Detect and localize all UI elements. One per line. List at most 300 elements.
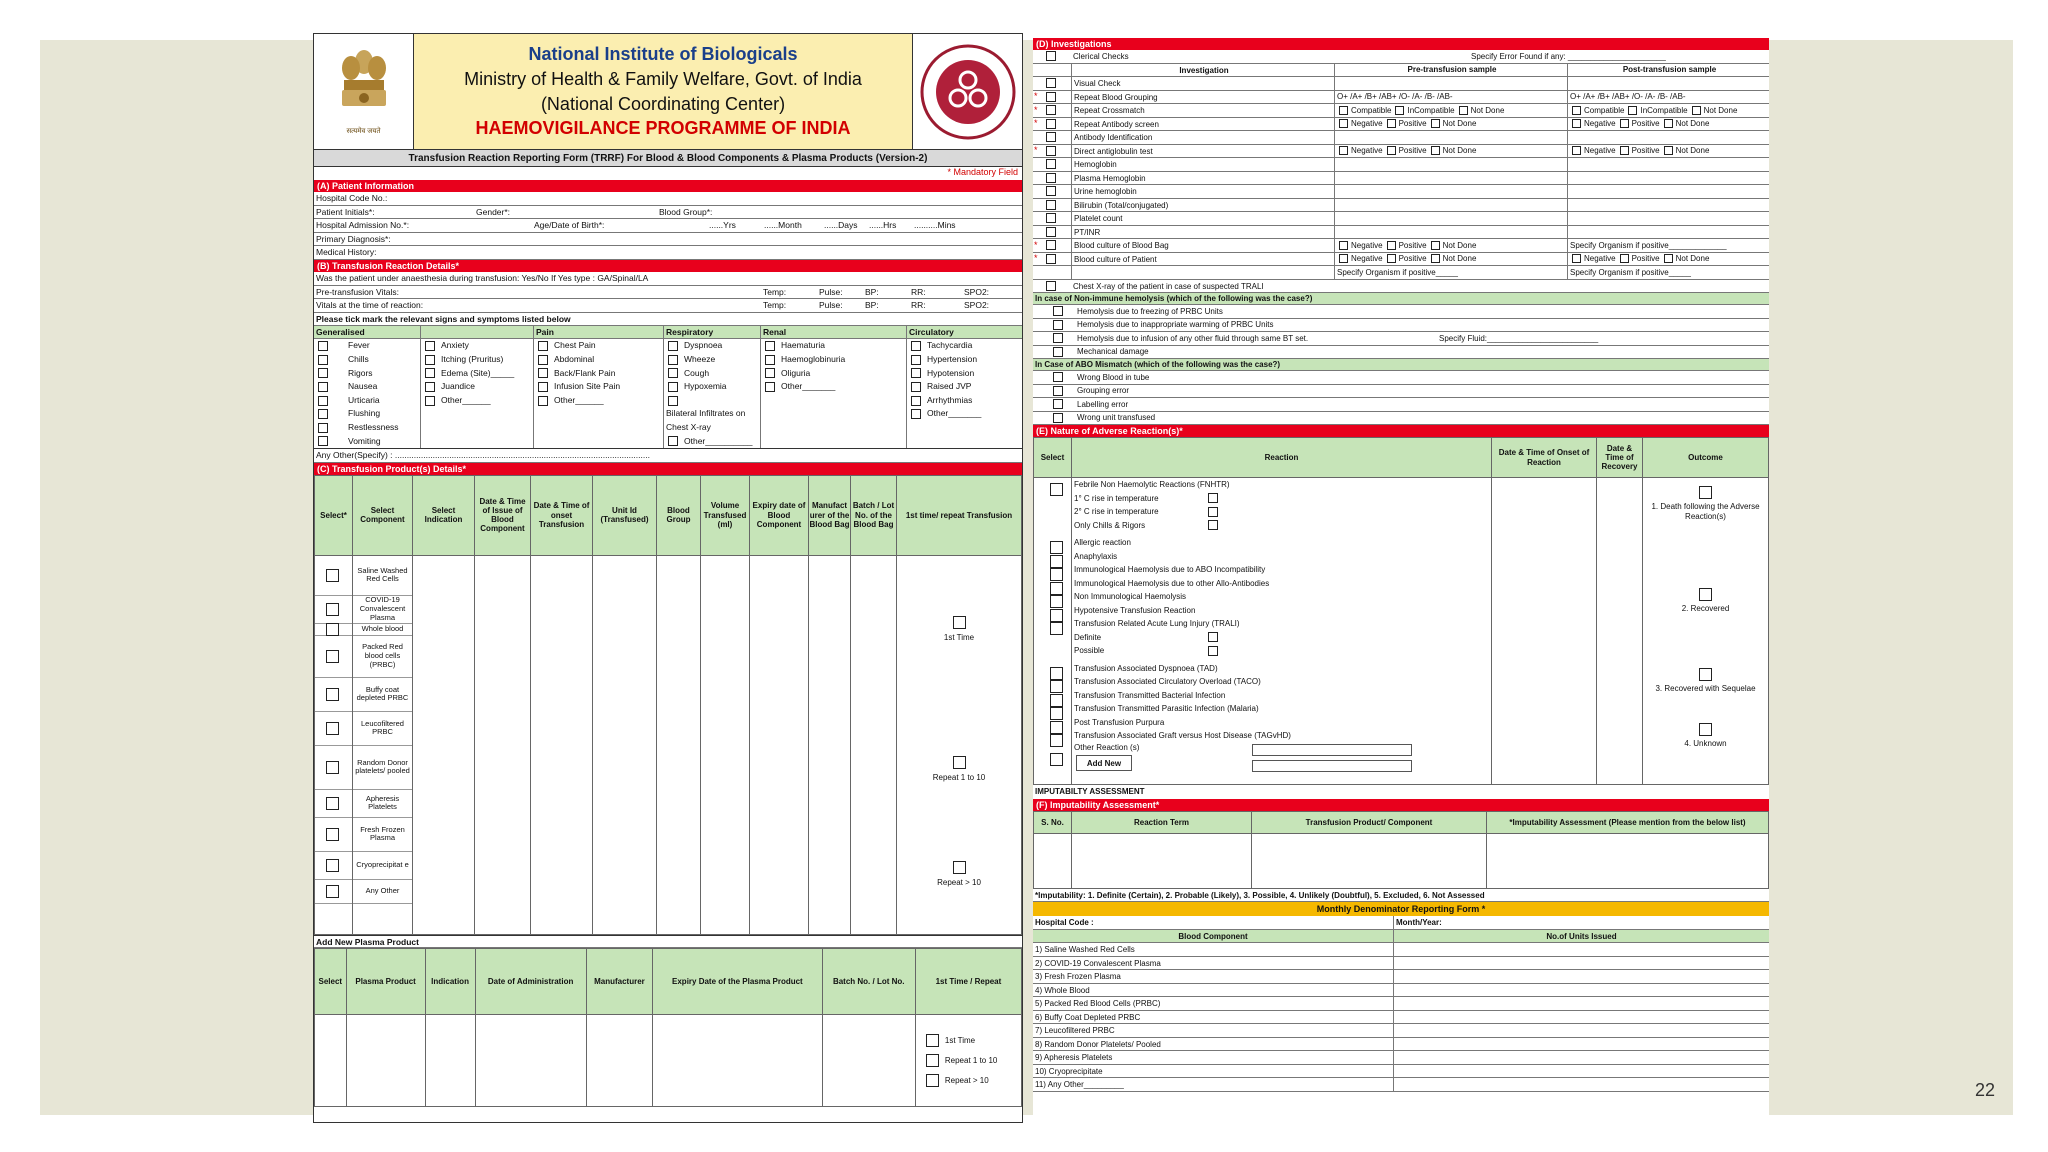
symptom-item[interactable] <box>664 339 760 353</box>
result-checkbox[interactable] <box>1339 254 1348 263</box>
monthly-row[interactable] <box>1033 1065 1769 1079</box>
trali-possible-checkbox[interactable] <box>1208 646 1218 656</box>
symptom-checkbox[interactable] <box>911 396 921 406</box>
result-option[interactable] <box>1429 253 1477 266</box>
symptom-checkbox[interactable] <box>911 382 921 392</box>
monthly-row[interactable] <box>1033 1078 1769 1092</box>
monthly-component: 8) Random Donor Platelets/ Pooled <box>1035 1039 1161 1049</box>
symptom-checkbox[interactable] <box>318 355 328 365</box>
symptom-checkbox[interactable] <box>318 341 328 351</box>
result-option[interactable] <box>1690 104 1738 117</box>
result-checkbox[interactable] <box>1431 146 1440 155</box>
imputability-assessment-cell[interactable] <box>1487 833 1769 888</box>
symptom-item[interactable] <box>761 339 906 353</box>
result-option[interactable] <box>1662 253 1710 266</box>
symptom-item[interactable] <box>314 367 420 381</box>
reaction-select-checkbox[interactable] <box>1050 622 1063 635</box>
anaesthesia-row[interactable] <box>314 272 1022 286</box>
symptom-label: Other_______ <box>927 408 982 419</box>
monthly-units-cell[interactable] <box>1393 1065 1769 1078</box>
symptom-checkbox[interactable] <box>911 341 921 351</box>
result-option[interactable] <box>1429 118 1477 131</box>
medical-history-field[interactable] <box>314 246 1022 260</box>
component-checkbox[interactable] <box>326 859 339 872</box>
symptom-checkbox[interactable] <box>425 382 435 392</box>
symptom-item[interactable] <box>664 394 760 408</box>
monthly-row[interactable] <box>1033 957 1769 971</box>
result-option[interactable] <box>1618 118 1660 131</box>
result-option[interactable] <box>1570 104 1624 117</box>
result-checkbox[interactable] <box>1339 241 1348 250</box>
outcome-option[interactable] <box>1643 723 1768 749</box>
investigation-checkbox[interactable] <box>1046 159 1056 169</box>
monthly-units-cell[interactable] <box>1393 997 1769 1010</box>
result-option[interactable] <box>1429 239 1477 252</box>
investigation-checkbox[interactable] <box>1046 92 1056 102</box>
abo-row[interactable] <box>1033 412 1769 426</box>
pre-pulse: Pulse: <box>819 286 843 297</box>
component-col-header: 1st time/ repeat Transfusion <box>897 475 1022 555</box>
batch-cell[interactable] <box>851 555 897 934</box>
investigation-label: Repeat Antibody screen <box>1074 119 1159 129</box>
investigation-checkbox[interactable] <box>1046 146 1056 156</box>
result-option[interactable] <box>1618 145 1660 158</box>
investigation-checkbox[interactable] <box>1046 173 1056 183</box>
result-label: Negative <box>1584 254 1616 263</box>
symptom-item[interactable] <box>534 339 663 353</box>
clerical-checkbox[interactable] <box>1046 51 1056 61</box>
monthly-row[interactable] <box>1033 1051 1769 1065</box>
result-checkbox[interactable] <box>1664 119 1673 128</box>
reaction-select-checkbox[interactable] <box>1050 721 1063 734</box>
symptom-item[interactable] <box>761 380 906 394</box>
reaction-select-checkbox[interactable] <box>1050 734 1063 747</box>
expiry-cell[interactable] <box>750 555 809 934</box>
investigation-checkbox[interactable] <box>1046 254 1056 264</box>
volume-cell[interactable] <box>701 555 750 934</box>
symptom-checkbox[interactable] <box>668 436 678 446</box>
fnhtr-option-label: 1° C rise in temperature <box>1074 493 1159 503</box>
monthly-component: 6) Buffy Coat Depleted PRBC <box>1035 1012 1141 1022</box>
symptom-checkbox[interactable] <box>538 341 548 351</box>
result-checkbox[interactable] <box>1431 241 1440 250</box>
result-checkbox[interactable] <box>1387 146 1396 155</box>
chest-xray-row[interactable] <box>1033 280 1769 294</box>
symptom-checkbox[interactable] <box>425 396 435 406</box>
non-immune-title: In case of Non-immune hemolysis (which of the following was the case?) <box>1033 293 1769 305</box>
non-immune-checkbox[interactable] <box>1053 333 1063 343</box>
result-checkbox[interactable] <box>1572 254 1581 263</box>
symptom-checkbox[interactable] <box>668 341 678 351</box>
abo-row[interactable] <box>1033 385 1769 399</box>
reaction-select-checkbox[interactable] <box>1050 595 1063 608</box>
reaction-select-checkbox[interactable] <box>1050 680 1063 693</box>
symptom-label: Nausea <box>348 381 378 392</box>
component-col-header: Volume Transfused (ml) <box>701 475 750 555</box>
non-immune-checkbox[interactable] <box>1053 306 1063 316</box>
repeat-option[interactable] <box>897 861 1021 887</box>
non-immune-row[interactable] <box>1033 346 1769 360</box>
symptom-checkbox[interactable] <box>538 382 548 392</box>
outcome-checkbox[interactable] <box>1699 723 1712 736</box>
component-checkbox[interactable] <box>326 569 339 582</box>
fnhtr-option-checkbox[interactable] <box>1208 520 1218 530</box>
reaction-select-checkbox[interactable] <box>1050 582 1063 595</box>
chest-xray-checkbox[interactable] <box>1046 281 1056 291</box>
investigation-checkbox[interactable] <box>1046 119 1056 129</box>
repeat-option[interactable] <box>897 756 1021 782</box>
result-checkbox[interactable] <box>1628 106 1637 115</box>
component-checkbox[interactable] <box>326 828 339 841</box>
reaction-item <box>1072 590 1491 604</box>
investigation-checkbox[interactable] <box>1046 186 1056 196</box>
result-checkbox[interactable] <box>1664 146 1673 155</box>
symptom-checkbox[interactable] <box>668 355 678 365</box>
blood-group-cell[interactable] <box>657 555 701 934</box>
component-checkbox[interactable] <box>326 650 339 663</box>
monthly-units-cell[interactable] <box>1393 1011 1769 1024</box>
reaction-vitals-row[interactable] <box>314 299 1022 313</box>
symptom-checkbox[interactable] <box>765 341 775 351</box>
recovery-time-cell[interactable] <box>1597 478 1643 785</box>
investigation-row <box>1033 239 1769 253</box>
result-checkbox[interactable] <box>1339 119 1348 128</box>
monthly-units-cell[interactable] <box>1393 1078 1769 1091</box>
investigation-checkbox[interactable] <box>1046 213 1056 223</box>
result-checkbox[interactable] <box>1459 106 1468 115</box>
mandatory-star: * <box>1034 118 1038 128</box>
monthly-component: 4) Whole Blood <box>1035 985 1090 995</box>
manufacturer-cell[interactable] <box>809 555 851 934</box>
outcome-option[interactable] <box>1643 588 1768 614</box>
repeat-checkbox[interactable] <box>953 861 966 874</box>
reaction-select-checkbox[interactable] <box>1050 555 1063 568</box>
symptom-item[interactable] <box>314 353 420 367</box>
symptom-item[interactable] <box>664 421 760 435</box>
reaction-item-label: Hypotensive Transfusion Reaction <box>1074 605 1196 615</box>
component-checkbox[interactable] <box>326 603 339 616</box>
abo-checkbox[interactable] <box>1053 386 1063 396</box>
symptom-label: Cough <box>684 367 710 378</box>
result-checkbox[interactable] <box>1387 241 1396 250</box>
result-checkbox[interactable] <box>1692 106 1701 115</box>
result-option[interactable] <box>1457 104 1505 117</box>
result-checkbox[interactable] <box>1572 146 1581 155</box>
symptom-item[interactable] <box>314 394 420 408</box>
symptom-checkbox[interactable] <box>911 409 921 419</box>
outcome-checkbox[interactable] <box>1699 668 1712 681</box>
symptom-label: Oliguria <box>781 367 811 378</box>
result-checkbox[interactable] <box>1387 254 1396 263</box>
result-option[interactable] <box>1429 145 1477 158</box>
symptom-item[interactable] <box>314 339 420 353</box>
component-checkbox[interactable] <box>326 688 339 701</box>
plasma-repeat-label: Repeat > 10 <box>944 1076 989 1086</box>
result-option[interactable] <box>1385 145 1427 158</box>
onset-datetime-cell[interactable] <box>531 555 593 934</box>
investigation-label: Platelet count <box>1074 214 1123 223</box>
symptom-label: Back/Flank Pain <box>554 367 616 378</box>
trali-definite-label: Definite <box>1074 632 1102 642</box>
fnhtr-option-checkbox[interactable] <box>1208 507 1218 517</box>
outcome-option[interactable] <box>1643 486 1768 523</box>
symptom-item[interactable] <box>534 380 663 394</box>
symptom-checkbox[interactable] <box>765 368 775 378</box>
plasma-manufacturer-cell[interactable] <box>586 1015 652 1107</box>
symptom-item[interactable] <box>534 367 663 381</box>
abo-checkbox[interactable] <box>1053 399 1063 409</box>
abo-checkbox[interactable] <box>1053 372 1063 382</box>
imputability-sno-cell[interactable] <box>1034 833 1072 888</box>
investigation-checkbox[interactable] <box>1046 227 1056 237</box>
result-option[interactable] <box>1626 104 1687 117</box>
plasma-repeat-checkbox[interactable] <box>926 1074 939 1087</box>
plasma-admin-date-cell[interactable] <box>475 1015 586 1107</box>
symptom-checkbox[interactable] <box>911 368 921 378</box>
reaction-select-checkbox[interactable] <box>1050 483 1063 496</box>
onset-time-cell[interactable] <box>1492 478 1597 785</box>
hospital-code-field[interactable] <box>314 192 1022 206</box>
imputability-label: IMPUTABILTY ASSESSMENT <box>1035 787 1145 796</box>
plasma-repeat-option[interactable] <box>916 1031 1021 1051</box>
symptom-item[interactable] <box>907 353 1023 367</box>
monthly-units-cell[interactable] <box>1393 1038 1769 1051</box>
repeat-label: Repeat > 10 <box>937 877 981 887</box>
trali-definite-checkbox[interactable] <box>1208 632 1218 642</box>
result-option[interactable] <box>1618 253 1660 266</box>
plasma-select-cell[interactable] <box>315 1015 347 1107</box>
symptom-item[interactable] <box>314 421 420 435</box>
symptom-checkbox[interactable] <box>318 368 328 378</box>
symptom-checkbox[interactable] <box>668 382 678 392</box>
symptom-item[interactable] <box>314 435 420 449</box>
result-option[interactable] <box>1337 239 1383 252</box>
result-checkbox[interactable] <box>1431 119 1440 128</box>
monthly-row[interactable] <box>1033 1011 1769 1025</box>
indication-cell[interactable] <box>413 555 475 934</box>
reaction-select-checkbox[interactable] <box>1050 609 1063 622</box>
symptom-checkbox[interactable] <box>538 355 548 365</box>
result-option[interactable] <box>1385 118 1427 131</box>
monthly-units-cell[interactable] <box>1393 943 1769 956</box>
monthly-row[interactable] <box>1033 970 1769 984</box>
symptom-item[interactable] <box>664 407 760 421</box>
result-checkbox[interactable] <box>1572 119 1581 128</box>
result-checkbox[interactable] <box>1339 146 1348 155</box>
repeat-checkbox[interactable] <box>953 616 966 629</box>
plasma-batch-cell[interactable] <box>822 1015 915 1107</box>
symptom-item[interactable] <box>421 353 533 367</box>
monthly-component: 1) Saline Washed Red Cells <box>1035 945 1135 955</box>
symptom-checkbox[interactable] <box>538 368 548 378</box>
pre-vitals-row[interactable] <box>314 286 1022 300</box>
other-reaction-input-1[interactable] <box>1252 744 1412 756</box>
result-checkbox[interactable] <box>1620 146 1629 155</box>
result-checkbox[interactable] <box>1431 254 1440 263</box>
non-immune-checkbox[interactable] <box>1053 347 1063 357</box>
component-checkbox[interactable] <box>326 797 339 810</box>
monthly-row[interactable] <box>1033 997 1769 1011</box>
repeat-option[interactable] <box>897 616 1021 642</box>
primary-diagnosis-field[interactable] <box>314 233 1022 247</box>
non-immune-row[interactable] <box>1033 305 1769 319</box>
imputability-term-cell[interactable] <box>1072 833 1252 888</box>
component-checkbox[interactable] <box>326 885 339 898</box>
result-option[interactable] <box>1570 145 1616 158</box>
clerical-check-row[interactable] <box>1033 50 1769 64</box>
symptom-item[interactable] <box>421 394 533 408</box>
symptom-item[interactable] <box>421 367 533 381</box>
symptom-item[interactable] <box>761 353 906 367</box>
reaction-select-checkbox[interactable] <box>1050 568 1063 581</box>
plasma-product-cell[interactable] <box>346 1015 425 1107</box>
symptom-checkbox[interactable] <box>318 409 328 419</box>
result-option[interactable] <box>1570 253 1616 266</box>
result-checkbox[interactable] <box>1572 106 1581 115</box>
any-other-symptom[interactable]: Any Other(Specify) : ............................................................................................................ <box>314 449 1022 463</box>
monthly-row[interactable] <box>1033 1038 1769 1052</box>
issue-datetime-cell[interactable] <box>475 555 531 934</box>
result-option[interactable] <box>1662 118 1710 131</box>
symptom-item[interactable] <box>907 380 1023 394</box>
result-checkbox[interactable] <box>1620 254 1629 263</box>
symptom-checkbox[interactable] <box>318 396 328 406</box>
fnhtr-option <box>1072 505 1491 519</box>
plasma-repeat-checkbox[interactable] <box>926 1054 939 1067</box>
symptom-item[interactable] <box>534 394 663 408</box>
outcome-checkbox[interactable] <box>1699 588 1712 601</box>
fnhtr-title <box>1072 478 1491 492</box>
investigation-checkbox[interactable] <box>1046 132 1056 142</box>
symptom-item[interactable] <box>664 353 760 367</box>
symptom-checkbox[interactable] <box>318 436 328 446</box>
monthly-units-cell[interactable] <box>1393 1024 1769 1037</box>
symptom-item[interactable] <box>421 339 533 353</box>
symptom-item[interactable] <box>907 339 1023 353</box>
result-option[interactable] <box>1385 253 1427 266</box>
result-option[interactable] <box>1385 239 1427 252</box>
symptom-checkbox[interactable] <box>668 368 678 378</box>
symptom-item[interactable] <box>421 380 533 394</box>
investigation-checkbox[interactable] <box>1046 78 1056 88</box>
symptom-item[interactable] <box>664 380 760 394</box>
symptom-checkbox[interactable] <box>425 368 435 378</box>
symptom-item[interactable] <box>314 407 420 421</box>
result-checkbox[interactable] <box>1664 254 1673 263</box>
result-option[interactable] <box>1337 145 1383 158</box>
repeat-checkbox[interactable] <box>953 756 966 769</box>
rx-pulse: Pulse: <box>819 300 843 311</box>
reaction-select-checkbox[interactable] <box>1050 753 1063 766</box>
plasma-repeat-checkbox[interactable] <box>926 1034 939 1047</box>
non-immune-checkbox[interactable] <box>1053 320 1063 330</box>
fnhtr-option-checkbox[interactable] <box>1208 493 1218 503</box>
component-checkbox[interactable] <box>326 722 339 735</box>
monthly-units-cell[interactable] <box>1393 957 1769 970</box>
primary-diagnosis-label: Primary Diagnosis*: <box>316 233 391 244</box>
monthly-units-cell[interactable] <box>1393 1051 1769 1064</box>
symptom-item[interactable] <box>664 367 760 381</box>
outcome-option[interactable] <box>1643 668 1768 694</box>
abo-row[interactable] <box>1033 371 1769 385</box>
symptom-checkbox[interactable] <box>425 341 435 351</box>
symptom-checkbox[interactable] <box>318 382 328 392</box>
outcome-checkbox[interactable] <box>1699 486 1712 499</box>
unit-id-cell[interactable] <box>593 555 657 934</box>
symptom-item[interactable] <box>314 380 420 394</box>
investigation-checkbox[interactable] <box>1046 105 1056 115</box>
investigation-checkbox[interactable] <box>1046 240 1056 250</box>
monthly-row[interactable] <box>1033 984 1769 998</box>
symptom-item[interactable] <box>534 353 663 367</box>
result-option[interactable] <box>1662 145 1710 158</box>
result-option[interactable] <box>1337 104 1391 117</box>
component-select-item <box>315 596 352 624</box>
add-new-button[interactable]: Add New <box>1076 755 1132 771</box>
result-checkbox[interactable] <box>1395 106 1404 115</box>
result-checkbox[interactable] <box>1387 119 1396 128</box>
monthly-row[interactable] <box>1033 943 1769 957</box>
admission-row[interactable] <box>314 219 1022 233</box>
reaction-select-checkbox[interactable] <box>1050 541 1063 554</box>
non-immune-row[interactable] <box>1033 332 1769 346</box>
symptom-item[interactable] <box>664 435 760 449</box>
reaction-select-checkbox[interactable] <box>1050 707 1063 720</box>
monthly-row[interactable] <box>1033 1024 1769 1038</box>
reaction-select-checkbox[interactable] <box>1050 694 1063 707</box>
result-checkbox[interactable] <box>1339 106 1348 115</box>
symptom-checkbox[interactable] <box>765 355 775 365</box>
patient-initials-row[interactable] <box>314 206 1022 220</box>
symptom-item[interactable] <box>907 394 1023 408</box>
result-option[interactable] <box>1337 253 1383 266</box>
reaction-item <box>1072 577 1491 591</box>
non-immune-row[interactable] <box>1033 319 1769 333</box>
monthly-units-cell[interactable] <box>1393 984 1769 997</box>
symptom-item[interactable] <box>761 367 906 381</box>
symptom-checkbox[interactable] <box>911 355 921 365</box>
plasma-expiry-cell[interactable] <box>653 1015 822 1107</box>
monthly-meta-row[interactable] <box>1033 916 1769 930</box>
imputability-product-cell[interactable] <box>1252 833 1487 888</box>
symptom-checkbox[interactable] <box>538 396 548 406</box>
symptom-item[interactable] <box>907 407 1023 421</box>
symptom-checkbox[interactable] <box>668 396 678 406</box>
investigation-row <box>1033 212 1769 226</box>
result-option[interactable] <box>1337 118 1383 131</box>
result-option[interactable] <box>1570 118 1616 131</box>
monthly-units-cell[interactable] <box>1393 970 1769 983</box>
symptom-item[interactable] <box>907 367 1023 381</box>
plasma-repeat-option[interactable] <box>916 1071 1021 1091</box>
plasma-repeat-option[interactable] <box>916 1051 1021 1071</box>
symptom-checkbox[interactable] <box>765 382 775 392</box>
plasma-indication-cell[interactable] <box>425 1015 475 1107</box>
result-option[interactable] <box>1393 104 1454 117</box>
symptom-checkbox[interactable] <box>425 355 435 365</box>
symptom-checkbox[interactable] <box>318 423 328 433</box>
component-checkbox[interactable] <box>326 623 339 636</box>
reaction-select-checkbox[interactable] <box>1050 667 1063 680</box>
component-checkbox[interactable] <box>326 761 339 774</box>
abo-row[interactable] <box>1033 398 1769 412</box>
abo-checkbox[interactable] <box>1053 413 1063 423</box>
symptom-label: Chest Pain <box>554 340 596 351</box>
result-checkbox[interactable] <box>1620 119 1629 128</box>
other-reaction-input-2[interactable] <box>1252 760 1412 772</box>
clerical-label: Clerical Checks <box>1073 52 1129 61</box>
investigation-checkbox[interactable] <box>1046 200 1056 210</box>
